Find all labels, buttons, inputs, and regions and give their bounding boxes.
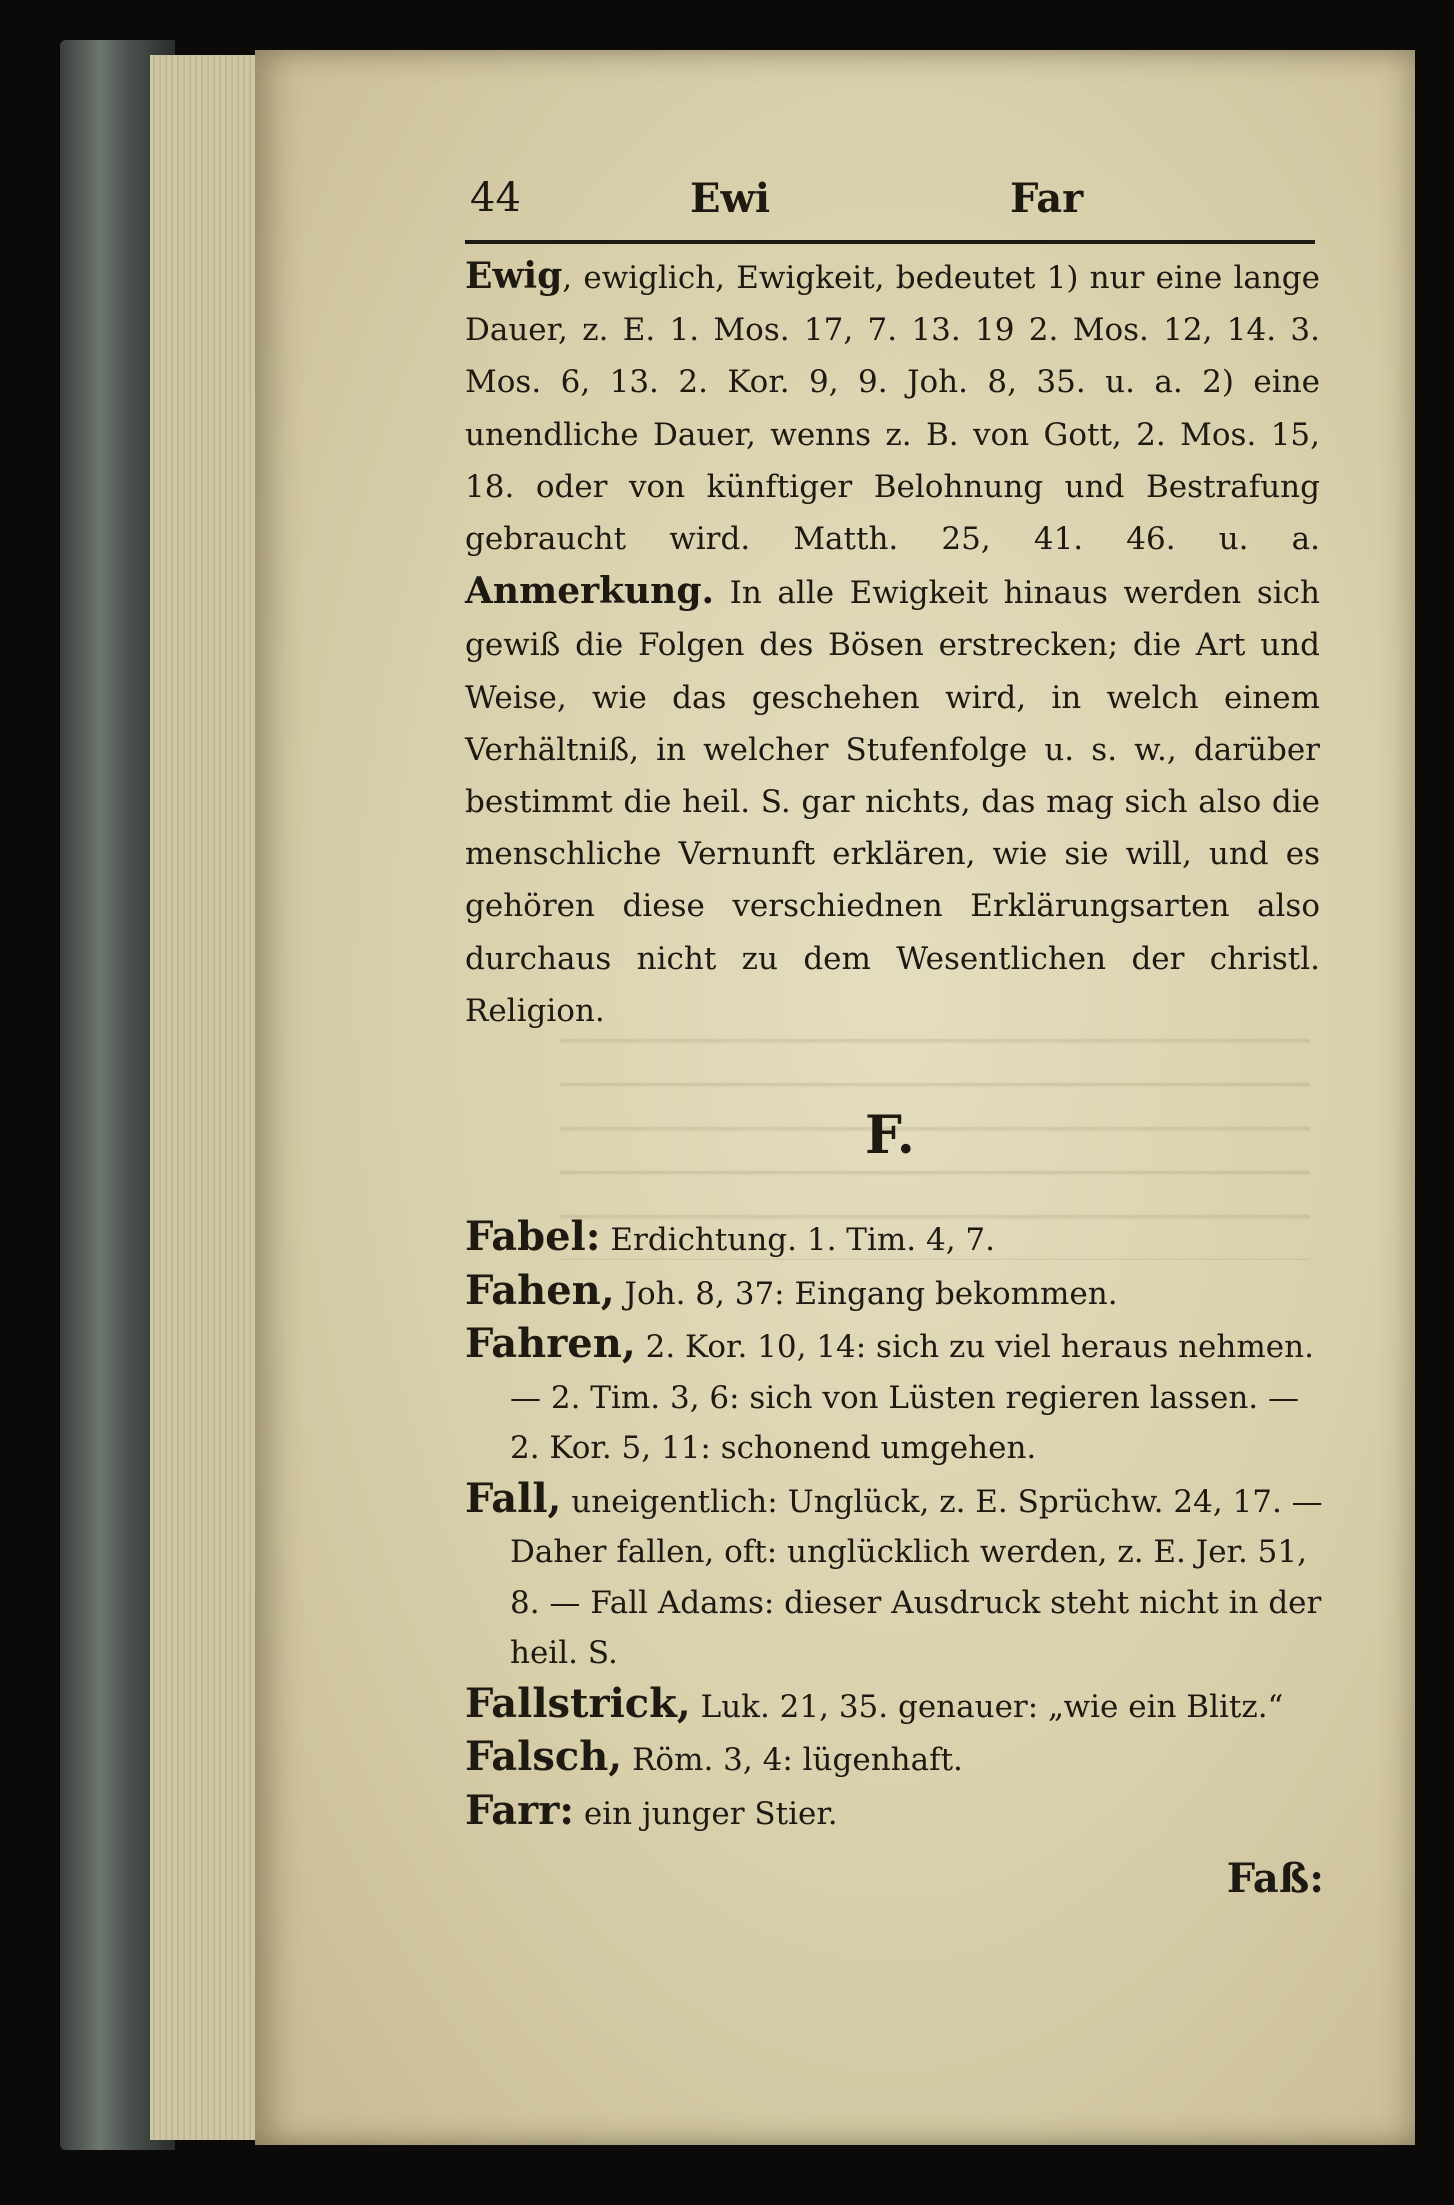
list-item — [465, 1786, 1330, 1840]
entry-text: ein junger Stier. — [574, 1795, 838, 1832]
note-label: Anmerkung. — [465, 570, 715, 613]
list-item — [465, 1212, 1330, 1266]
list-item — [465, 1679, 1330, 1733]
list-item — [465, 1266, 1330, 1320]
entry-text: Luk. 21, 35. genauer: „wie ein Blitz.“ — [690, 1688, 1284, 1725]
entry-text: 2. Kor. 10, 14: sich zu viel heraus nehmen. — 2. Tim. 3, 6: sich von Lüsten regieren lassen. — 2. Kor. 5, 11: schonend umgehen. — [510, 1329, 1314, 1466]
catchword: Faß: — [1226, 1855, 1324, 1902]
entry-headword: Fall, — [465, 1474, 562, 1522]
entry-headword: Ewig — [465, 255, 563, 297]
entry-headword: Farr: — [465, 1786, 575, 1834]
running-head-right: Far — [1010, 175, 1084, 222]
entry-text: Röm. 3, 4: lügenhaft. — [622, 1742, 963, 1778]
section-letter: F. — [865, 1105, 915, 1166]
entry-headword: Falsch, — [465, 1733, 623, 1780]
page-number: 44 — [470, 175, 521, 221]
header-rule — [465, 240, 1315, 244]
entry-ewig — [465, 250, 1320, 1037]
entry-headword: Fallstrick, — [465, 1679, 691, 1727]
list-item — [465, 1474, 1330, 1679]
page-edges — [150, 55, 265, 2140]
note-text: In alle Ewigkeit hinaus werden sich gewiß die Folgen des Bösen erstrecken; die Art und Weise, wie das geschehen wird, in welch einem Verhältniß, in welcher Stufenfolge u. s. w., darüber bestimmt die heil. S. gar nichts, das mag sich also die menschliche Vernunft erklären, wie sie will, und es gehören diese verschiednen Erklärungsarten also durchaus nicht zu dem Wesentlichen der christl. Religion. — [465, 575, 1320, 1029]
entry-list — [465, 1212, 1330, 1839]
list-item — [465, 1319, 1330, 1474]
entry-headword: Fahen, — [465, 1266, 615, 1314]
running-head-left: Ewi — [690, 175, 771, 222]
entry-text: uneigentlich: Unglück, z. E. Sprüchw. 24, 17. — Daher fallen, oft: unglücklich werden, z. E. Jer. 51, 8. — Fall Adams: dieser Ausdruck steht nicht in der heil. S. — [510, 1483, 1323, 1671]
entry-text: Erdichtung. 1. Tim. 4, 7. — [600, 1222, 995, 1258]
entry-text: , ewiglich, Ewigkeit, bedeutet 1) nur eine lange Dauer, z. E. 1. Mos. 17, 7. 13. 19 2. Mos. 12, 14. 3. Mos. 6, 13. 2. Kor. 9, 9. Joh. 8, 35. u. a. 2) eine unendliche Dauer, wenns z. B. von Gott, 2. Mos. 15, 18. oder von künftiger Belohnung und Bestrafung gebraucht wird. Matth. 25, 41. 46. u. a. — [465, 260, 1320, 558]
list-item — [465, 1732, 1330, 1786]
entry-headword: Fabel: — [465, 1213, 601, 1260]
entry-text: Joh. 8, 37: Eingang bekommen. — [614, 1275, 1118, 1312]
entry-headword: Fahren, — [465, 1320, 636, 1367]
